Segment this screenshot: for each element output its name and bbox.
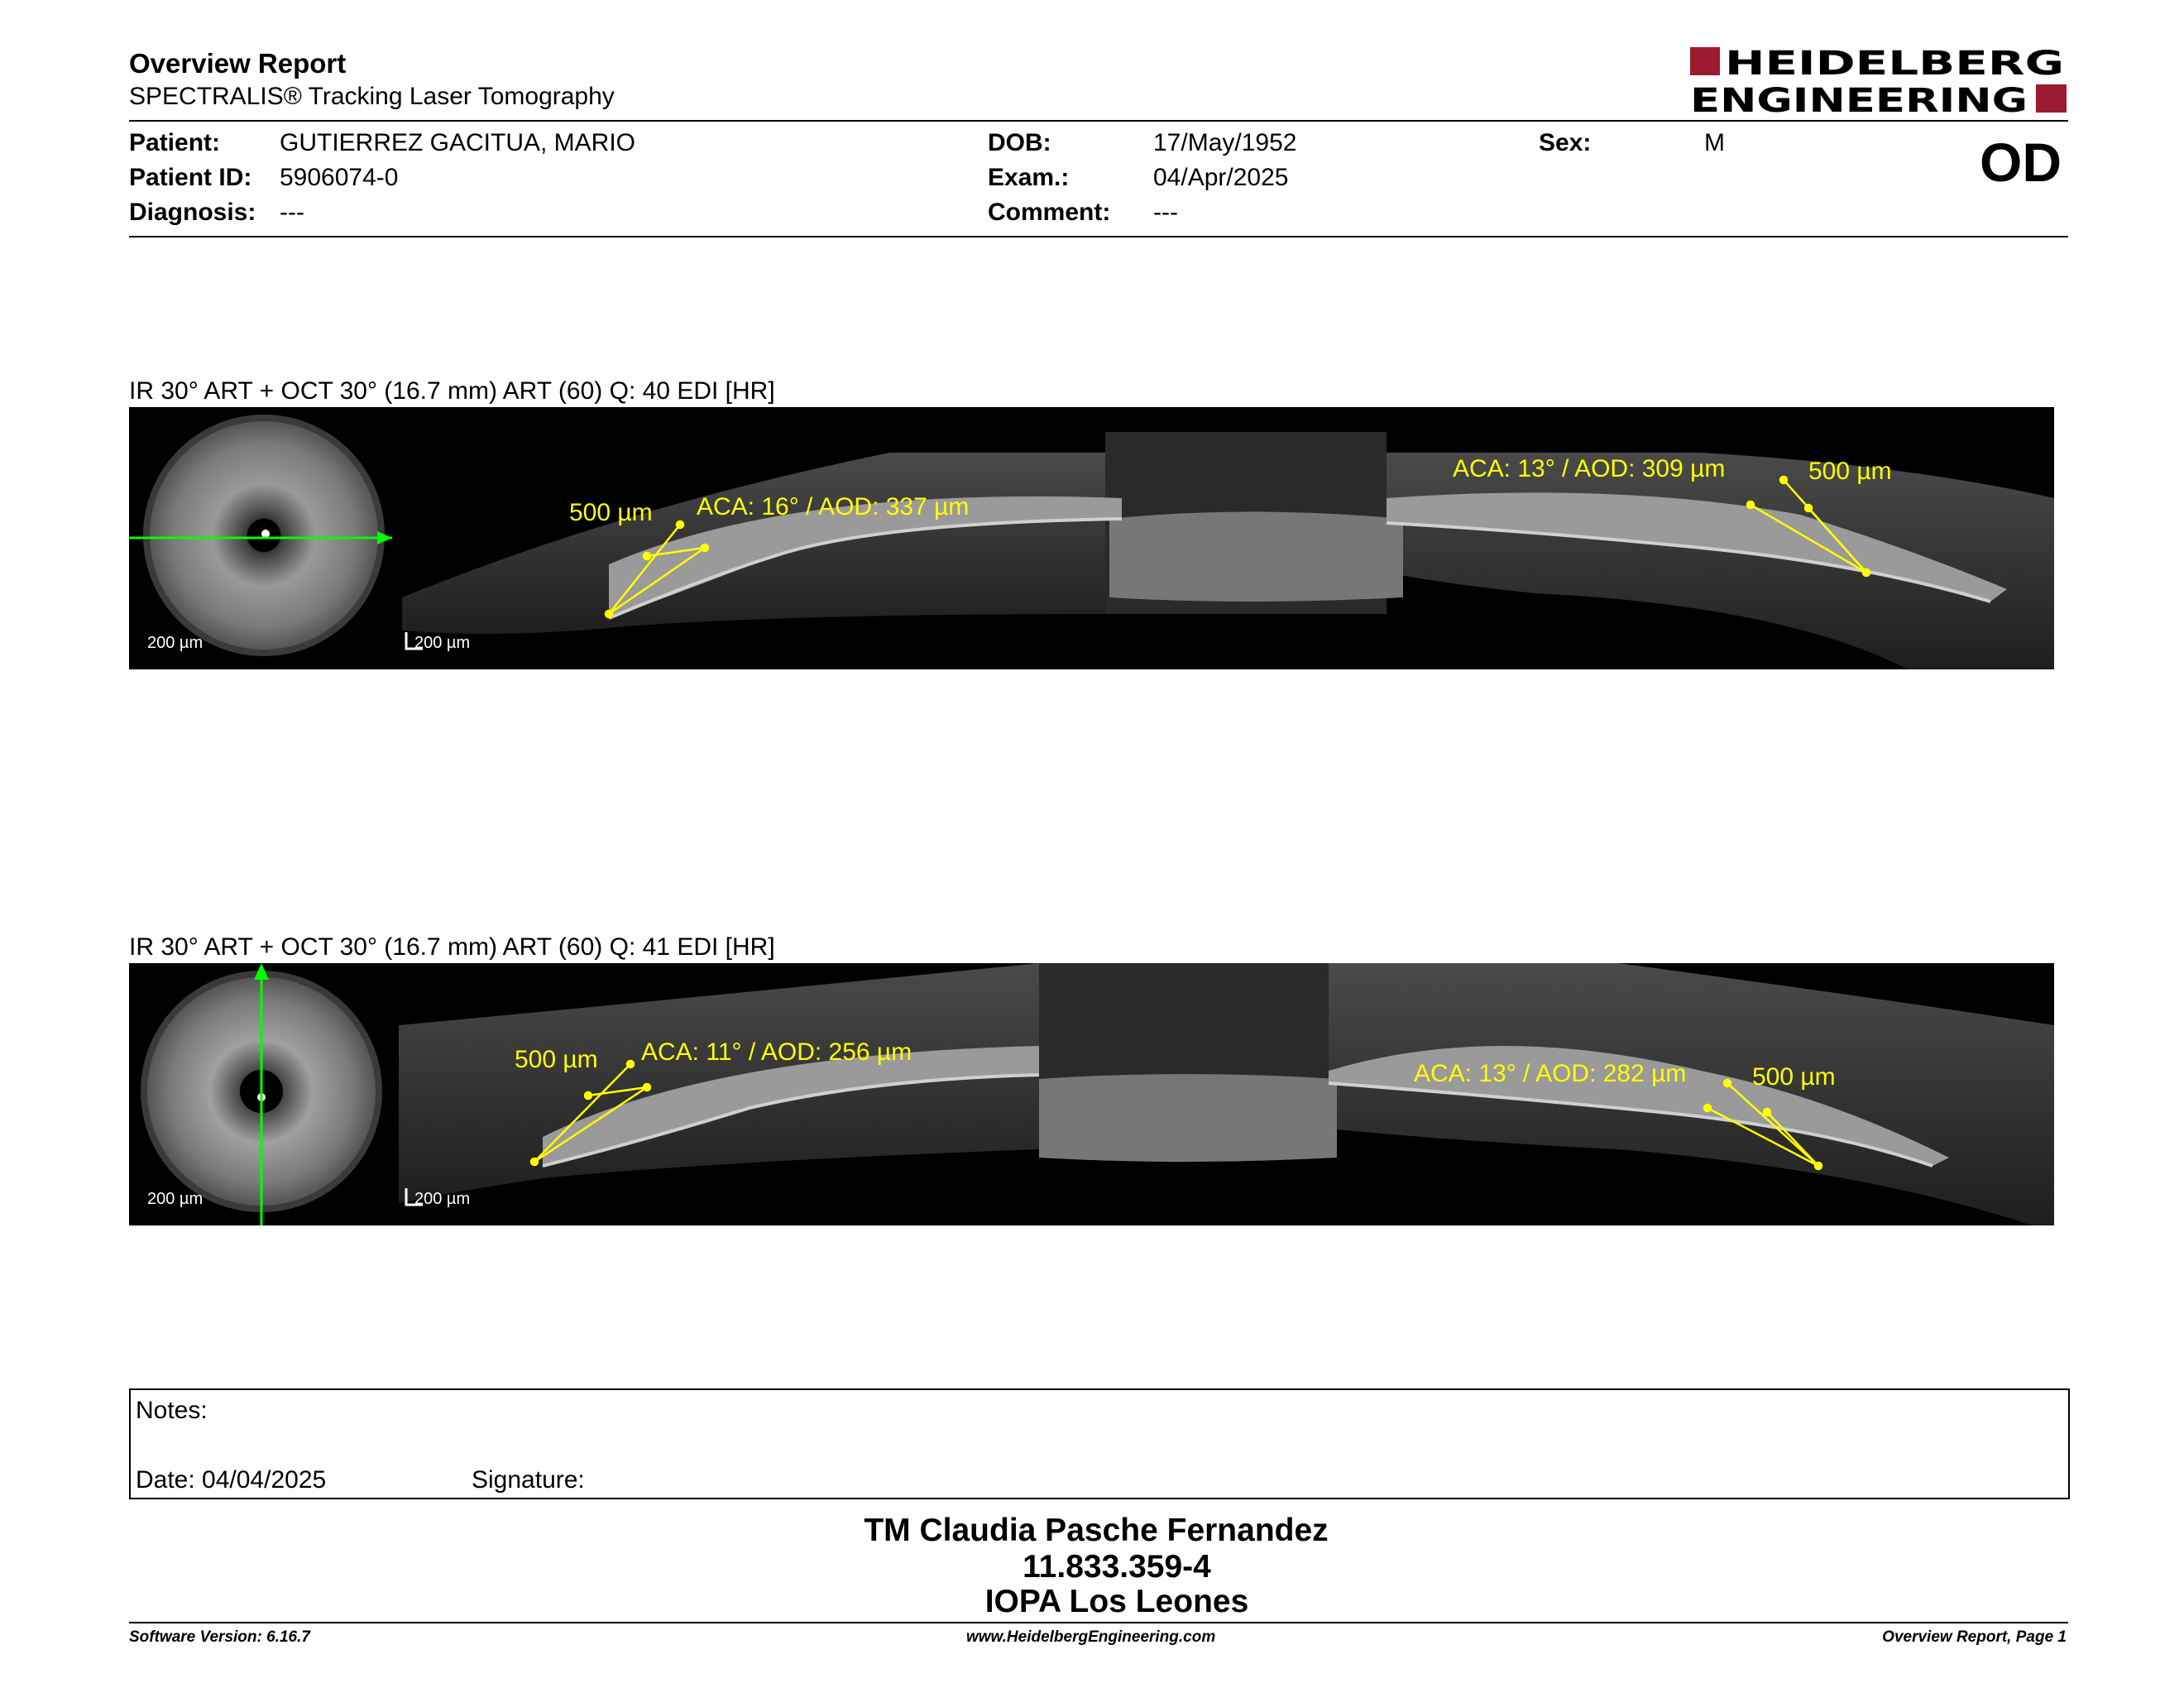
dob-label: DOB: — [988, 129, 1051, 156]
scan-2-image — [129, 963, 2054, 1225]
sex-label: Sex: — [1539, 129, 1592, 156]
diagnosis-value: --- — [280, 199, 304, 226]
scan-1-title: IR 30° ART + OCT 30° (16.7 mm) ART (60) Q: 40 EDI [HR] — [129, 377, 775, 405]
left-aca-aod-label: ACA: 11° / AOD: 256 µm — [641, 1038, 912, 1066]
sex-value: M — [1704, 129, 1725, 156]
notes-date: Date: 04/04/2025 — [136, 1466, 327, 1494]
ir-scale-label: 200 µm — [147, 634, 204, 652]
comment-label: Comment: — [988, 199, 1111, 226]
oct-scale-label: 200 µm — [414, 634, 471, 652]
website: www.HeidelbergEngineering.com — [966, 1628, 1216, 1646]
report-subtitle: SPECTRALIS® Tracking Laser Tomography — [129, 83, 615, 110]
exam-label: Exam.: — [988, 164, 1070, 191]
right-aca-aod-label: ACA: 13° / AOD: 309 µm — [1453, 455, 1726, 482]
scan-direction-arrow — [377, 531, 392, 544]
notes-label: Notes: — [136, 1397, 208, 1424]
patient-label: Patient: — [129, 129, 221, 156]
ir-scale-label: 200 µm — [147, 1190, 204, 1208]
right-aca-aod-label: ACA: 13° / AOD: 282 µm — [1414, 1060, 1687, 1087]
patient-id-label: Patient ID: — [129, 164, 252, 191]
heidelberg-logo — [1690, 46, 2067, 116]
scan-1-image — [129, 407, 2054, 669]
software-version: Software Version: 6.16.7 — [129, 1628, 310, 1646]
report-title: Overview Report — [129, 48, 347, 79]
svg-text:HEIDELBERG: HEIDELBERG — [1725, 46, 2064, 83]
notes-box — [129, 1388, 2070, 1499]
right-distance-label: 500 µm — [1752, 1063, 1836, 1091]
oct-image — [399, 963, 2054, 1225]
comment-value: --- — [1153, 199, 1178, 226]
stamp-name: TM Claudia Pasche Fernandez — [864, 1513, 1329, 1548]
signature-label: Signature: — [472, 1466, 585, 1494]
left-aca-aod-label: ACA: 16° / AOD: 337 µm — [697, 493, 970, 520]
oct-scale-label: 200 µm — [414, 1190, 471, 1208]
ir-image — [136, 963, 394, 1225]
ir-image — [143, 415, 385, 656]
page-number: Overview Report, Page 1 — [1882, 1628, 2067, 1646]
diagnosis-label: Diagnosis: — [129, 199, 256, 226]
stamp-id: 11.833.359-4 — [1023, 1549, 1211, 1585]
scan-2-title: IR 30° ART + OCT 30° (16.7 mm) ART (60) Q: 41 EDI [HR] — [129, 933, 775, 961]
patient-id: 5906074-0 — [280, 164, 399, 191]
patient-name: GUTIERREZ GACITUA, MARIO — [280, 129, 636, 156]
eye-indicator: OD — [1980, 132, 2062, 193]
stamp-clinic: IOPA Los Leones — [984, 1584, 1249, 1619]
oct-image — [402, 432, 2054, 669]
left-distance-label: 500 µm — [515, 1046, 598, 1073]
svg-text:ENGINEERING: ENGINEERING — [1690, 82, 2028, 116]
dob-value: 17/May/1952 — [1153, 129, 1297, 156]
right-distance-label: 500 µm — [1808, 458, 1892, 485]
left-distance-label: 500 µm — [569, 499, 653, 526]
exam-value: 04/Apr/2025 — [1153, 164, 1289, 191]
